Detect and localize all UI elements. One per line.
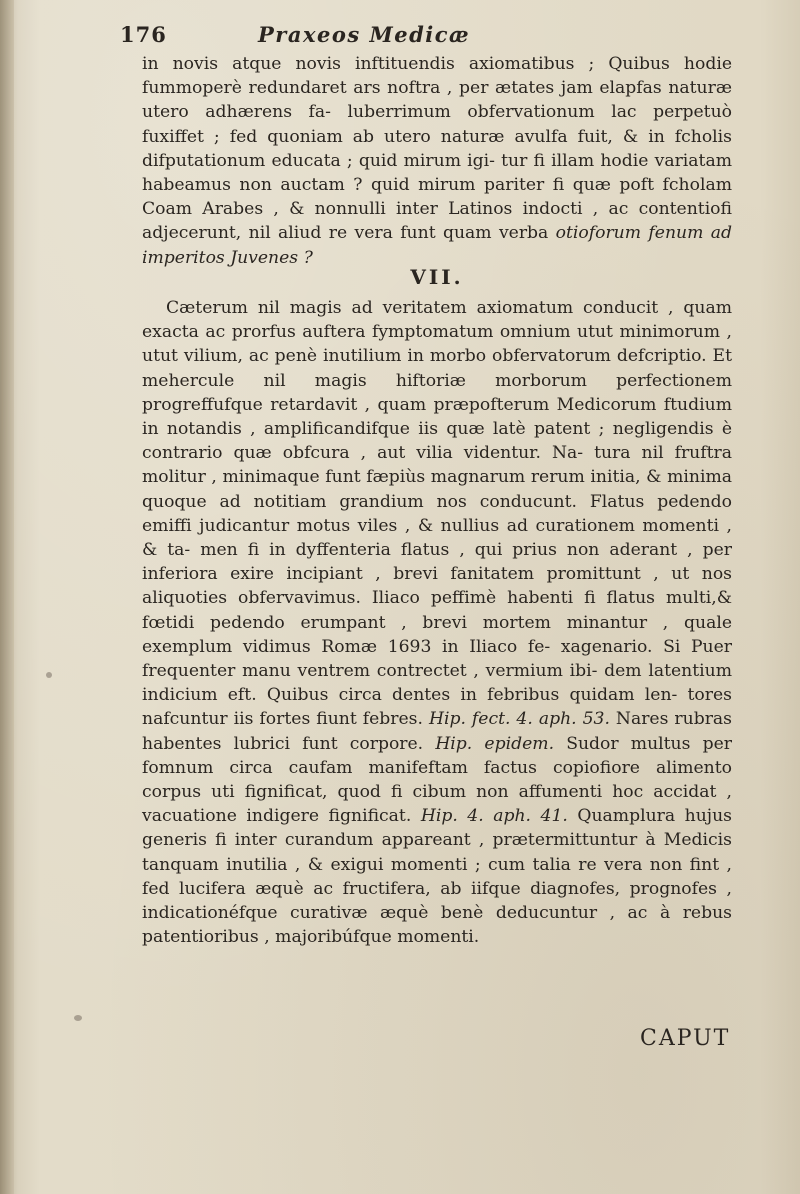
ink-spot	[74, 1015, 82, 1021]
paragraph-2-text-3: Sudor multus per fomnum circa caufam manifeftam factus copiofiore alimento corpus uti fignificat, quod fi cibum non affumenti hoc accidat , vacuatione indigere fignificat.	[142, 733, 732, 827]
running-title: Praxeos Medicæ	[258, 22, 471, 47]
paragraph-1-text: in novis atque novis inftituendis axiomatibus ; Quibus hodie fummoperè redundaret ars noftra , per ætates jam elapfas naturæ utero adhærens fa- luberrimum obfervationum lac perpetuò fuxiffet ; fed quoniam ab utero naturæ avulfa fuit, & in fcholis difputationum educata ; quid mirum igi- tur fi illam hodie variatam habeamus non auctam ? quid mirum pariter fi quæ poft fcholam Coam Arabes , & nonnulli inter Latinos indocti , ac contentiofi adjecerunt, nil aliud re vera funt quam verba	[142, 54, 732, 244]
paragraph-1	[142, 52, 732, 270]
paragraph-2-text-1: Cæterum nil magis ad veritatem axiomatum conducit , quam exacta ac prorfus auftera fymptomatum omnium utut minimorum , utut vilium, ac penè inutilium in morbo obfervatorum defcriptio. Et mehercule nil magis hiftoriæ morborum perfectionem progreffufque retardavit , quam præpofterum Medicorum ftudium in notandis , amplificandifque iis quæ latè patent ; negligendis è contrario quæ obfcura , aut vilia videntur. Na- tura nil fruftra molitur , minimaque funt fæpiùs magnarum rerum initia, & minima quoque ad notitiam grandium nos conducunt. Flatus pedendo emiffi judicantur motus viles , & nullius ad curationem momenti , & ta- men fi in dyffenteria flatus , qui prius non aderant , per inferiora exire incipiant , brevi fanitatem promittunt , ut nos aliquoties obfervavimus. Iliaco peffimè habenti fi flatus multi,& fœtidi pedendo erumpant , brevi mortem minantur , quale exemplum vidimus Romæ 1693 in Iliaco fe- xagenario. Si Puer frequenter manu ventrem contrectet , vermium ibi- dem latentium indicium eft. Quibus circa dentes in febribus quidam len- tores nafcuntur iis fortes fiunt febres.	[142, 298, 732, 730]
page-gutter-shadow	[0, 0, 14, 1194]
paragraph-2-text-4: Quamplura hujus generis fi inter curandum appareant , prætermittuntur à Medicis tanquam inutilia , & exigui momenti ; cum talia re vera non fint , fed lucifera æquè ac fructifera, ab iifque diagnofes, prognofes , indicationéfque curativæ æquè benè deducuntur , ac à rebus patentioribus , majoribúfque momenti.	[142, 806, 732, 948]
page-number: 176	[120, 22, 167, 47]
paragraph-2-text-2: Nares rubras habentes lubrici funt corpore.	[142, 709, 732, 754]
paragraph-2	[142, 296, 732, 949]
citation-1: Hip. fect. 4. aph. 53.	[428, 709, 610, 730]
ink-spot	[46, 672, 52, 678]
paragraph-1-italic-tail: otioforum fenum ad imperitos Juvenes ?	[142, 223, 732, 268]
citation-3: Hip. 4. aph. 41.	[420, 806, 568, 827]
catchword: CAPUT	[640, 1026, 731, 1051]
section-heading: VII.	[410, 265, 464, 289]
citation-2: Hip. epidem.	[435, 733, 555, 754]
page-header	[120, 22, 720, 50]
